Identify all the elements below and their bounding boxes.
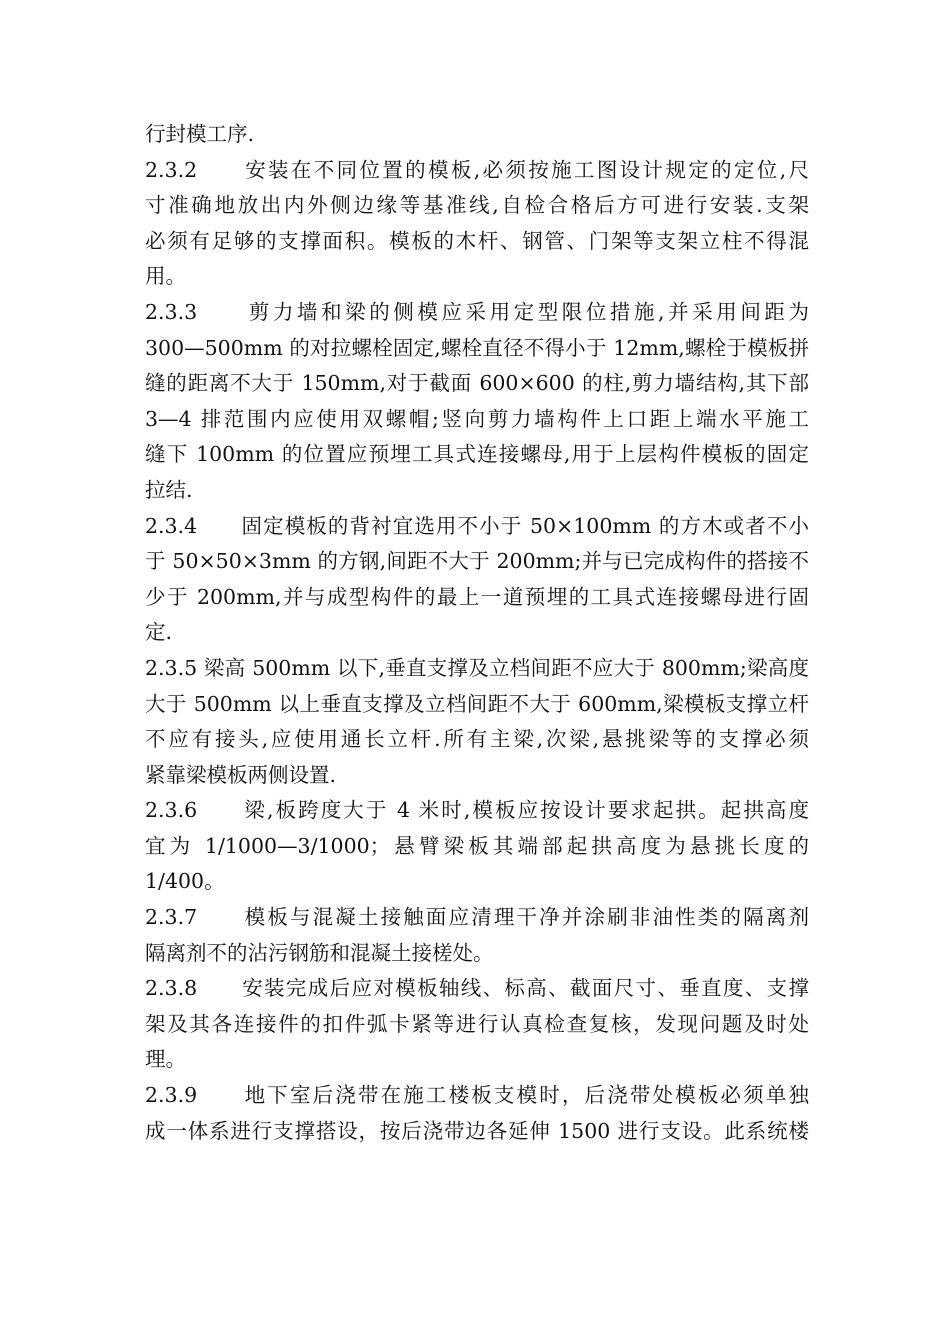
text-line: 成一体系进行支撑搭设，按后浇带边各延伸 1500 进行支设。此系统楼	[145, 1118, 809, 1143]
text-line: 2.3.9 地下室后浇带在施工楼板支模时，后浇带处模板必须单独	[145, 1083, 809, 1108]
text-line: 紧靠梁模板两侧设置.	[145, 762, 337, 787]
text-line: 架及其各连接件的扣件弧卡紧等进行认真检查复核，发现问题及时处	[145, 1011, 809, 1036]
text-line: 大于 500mm 以上垂直支撑及立档间距不大于 600mm,梁模板支撑立杆	[145, 691, 809, 716]
document-body	[145, 117, 809, 1149]
text-line: 2.3.3 剪力墙和梁的侧模应采用定型限位措施,并采用间距为	[145, 299, 809, 324]
text-line: 隔离剂不的沾污钢筋和混凝土接槎处。	[145, 940, 494, 965]
text-line: 理。	[145, 1047, 186, 1072]
text-line: 拉结.	[145, 477, 193, 502]
text-line: 不应有接头,应使用通长立杆.所有主梁,次梁,悬挑梁等的支撑必须	[145, 727, 809, 752]
text-line: 必须有足够的支撑面积。模板的木杆、钢管、门架等支架立柱不得混	[145, 228, 809, 253]
text-line: 2.3.8 安装完成后应对模板轴线、标高、截面尺寸、垂直度、支撑	[145, 976, 809, 1001]
text-line: 1/400。	[145, 869, 225, 894]
text-line: 定.	[145, 620, 173, 645]
text-line: 用。	[145, 264, 186, 289]
text-line: 2.3.7 模板与混凝土接触面应清理干净并涂刷非油性类的隔离剂	[145, 905, 809, 930]
text-line: 宜为 1/1000—3/1000；悬臂梁板其端部起拱高度为悬挑长度的	[145, 833, 809, 858]
text-line: 300—500mm 的对拉螺栓固定,螺栓直径不得小于 12mm,螺栓于模板拼	[145, 335, 809, 360]
text-line: 2.3.4 固定模板的背衬宜选用不小于 50×100mm 的方木或者不小	[145, 513, 809, 538]
text-line: 于 50×50×3mm 的方钢,间距不大于 200mm;并与已完成构件的搭接不	[145, 549, 809, 574]
text-line: 缝下 100mm 的位置应预埋工具式连接螺母,用于上层构件模板的固定	[145, 442, 809, 467]
text-line: 行封模工序.	[145, 122, 255, 146]
text-line: 3—4 排范围内应使用双螺帽;竖向剪力墙构件上口距上端水平施工	[145, 406, 809, 431]
text-line: 2.3.2 安装在不同位置的模板,必须按施工图设计规定的定位,尺	[145, 157, 809, 182]
text-line: 缝的距离不大于 150mm,对于截面 600×600 的柱,剪力墙结构,其下部	[145, 371, 809, 396]
text-line: 2.3.5 梁高 500mm 以下,垂直支撑及立档间距不应大于 800mm;梁高度	[145, 655, 809, 680]
text-line: 2.3.6 梁,板跨度大于 4 米时,模板应按设计要求起拱。起拱高度	[145, 798, 809, 823]
text-line: 寸准确地放出内外侧边缘等基准线,自检合格后方可进行安装.支架	[145, 193, 809, 218]
text-line: 少于 200mm,并与成型构件的最上一道预埋的工具式连接螺母进行固	[145, 584, 809, 609]
